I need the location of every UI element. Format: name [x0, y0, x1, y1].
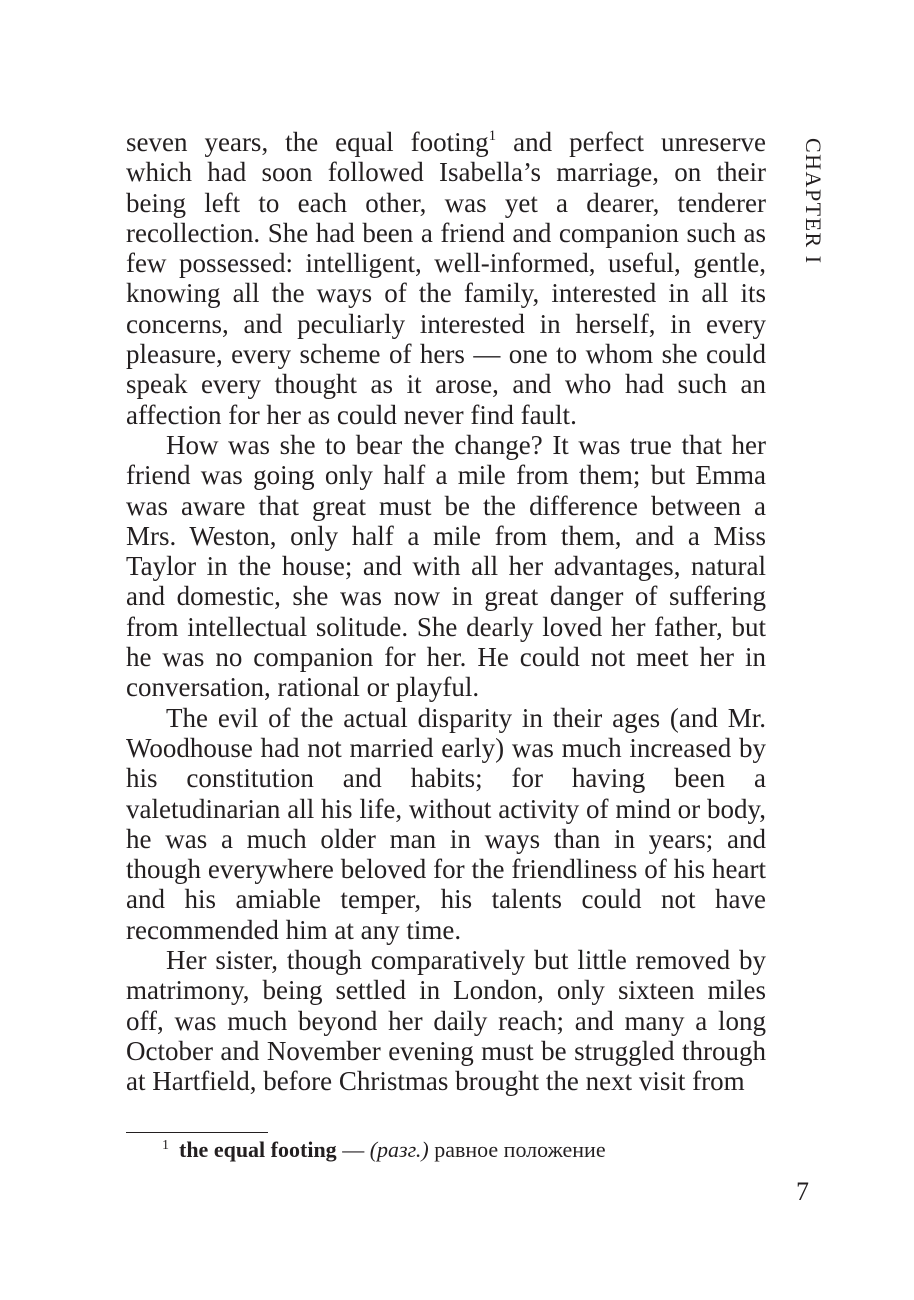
footnote-abbreviation: (разг.) — [369, 1137, 429, 1162]
paragraph-1 — [126, 127, 766, 430]
footnote-term: the equal footing — [179, 1137, 337, 1162]
footnote-divider — [126, 1132, 268, 1133]
footnote-reference: 1 — [488, 128, 497, 144]
paragraph-2: How was she to bear the change? It was true that her friend was going only half a mile from them; but Emma was aware that great must be the difference between a Mrs. Weston, only half a mile from them, and a Miss Taylor in the house; and with all her advantages, natural and domestic, she was now in great danger of suffering from intellectual solitude. She dearly loved her father, but he was no companion for her. He could not meet her in conversation, rational or playful. — [126, 429, 766, 703]
paragraph-3: The evil of the actual disparity in their ages (and Mr. Woodhouse had not married early) was much increased by his constitution and habits; for having been a valetudinarian all his life, without activity of mind or body, he was a much older man in ways than in years; and though everywhere beloved for the friendliness of his heart and his amiable temper, his talents could not have recommended him at any time. — [126, 702, 766, 945]
body-text — [126, 127, 766, 1097]
footnote — [162, 1135, 762, 1165]
footnote-number: 1 — [162, 1138, 169, 1153]
footnote-translation: равное положение — [428, 1137, 606, 1162]
running-head-text: CHAPTER I — [801, 138, 826, 265]
paragraph-4: Her sister, though comparatively but little removed by matrimony, being settled in London, only sixteen miles off, was much beyond her daily reach; and many a long October and November evening must be struggled through at Hartfield, before Christmas brought the next visit from — [126, 945, 766, 1097]
running-head — [792, 138, 832, 298]
paragraph-1-start: seven years, the equal footing — [126, 127, 489, 157]
footnote-dash: — — [336, 1137, 370, 1162]
paragraph-1-rest: and perfect unreserve which had soon followed Isabella’s marriage, on their being left to each other, was yet a dearer, tenderer recollection. She had been a friend and companion such as few possessed: intelligent, well-informed, useful, gentle, knowing all the ways of the family, interested in all its concerns, and peculiarly interested in herself, in every pleasure, every scheme of hers — one to whom she could speak every thought as it arose, and who had such an affection for her as could never find fault. — [126, 127, 766, 430]
page-number: 7 — [796, 1177, 809, 1206]
